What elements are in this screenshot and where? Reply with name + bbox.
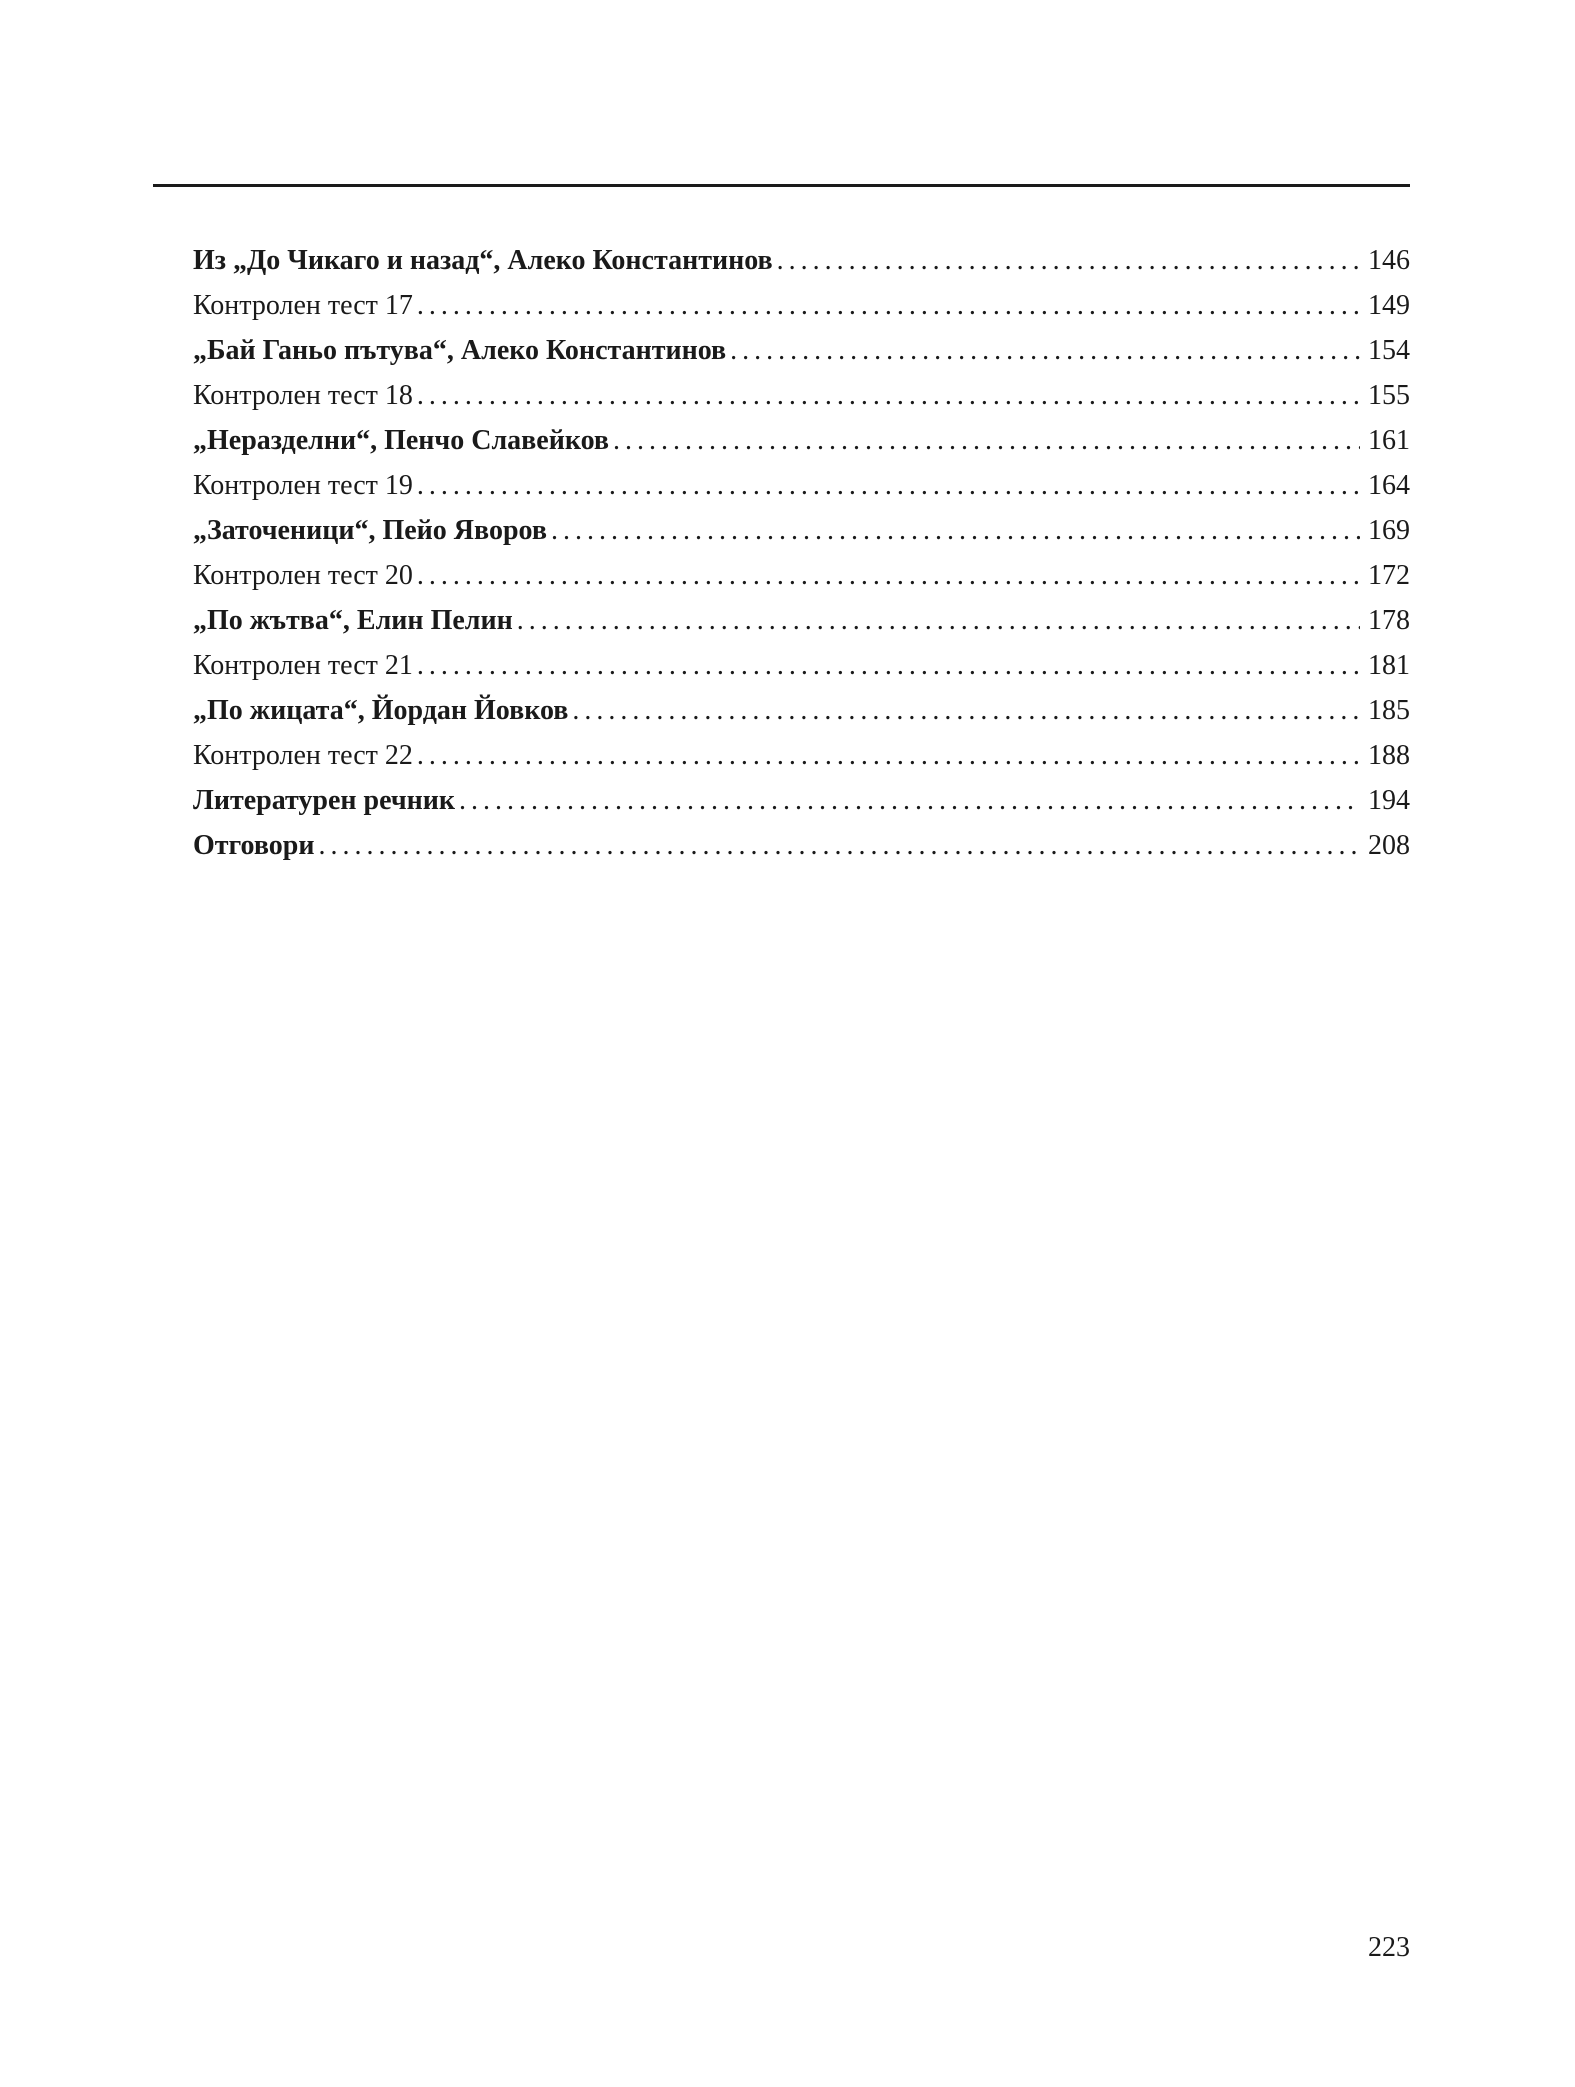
toc-entry-page: 172 xyxy=(1368,560,1410,591)
toc-entry-title: Контролен тест 18 xyxy=(193,380,413,411)
toc-entry-page: 208 xyxy=(1368,830,1410,861)
toc-dot-leader xyxy=(777,238,1360,283)
table-of-contents xyxy=(193,238,1410,868)
toc-entry[interactable] xyxy=(193,238,1410,283)
toc-entry-page: 169 xyxy=(1368,515,1410,546)
toc-entry[interactable] xyxy=(193,553,1410,598)
toc-entry-page: 194 xyxy=(1368,785,1410,816)
toc-dot-leader xyxy=(551,508,1360,553)
toc-entry-title: Контролен тест 17 xyxy=(193,290,413,321)
toc-entry[interactable] xyxy=(193,598,1410,643)
toc-entry-page: 185 xyxy=(1368,695,1410,726)
header-rule xyxy=(153,184,1410,187)
toc-entry[interactable] xyxy=(193,508,1410,553)
toc-entry-page: 146 xyxy=(1368,245,1410,276)
toc-entry-page: 164 xyxy=(1368,470,1410,501)
toc-dot-leader xyxy=(417,733,1360,778)
toc-dot-leader xyxy=(417,643,1360,688)
toc-entry-title: Контролен тест 20 xyxy=(193,560,413,591)
page-number: 223 xyxy=(1368,1932,1410,1963)
toc-entry-page: 188 xyxy=(1368,740,1410,771)
toc-entry[interactable] xyxy=(193,778,1410,823)
toc-dot-leader xyxy=(572,688,1360,733)
toc-entry-page: 178 xyxy=(1368,605,1410,636)
toc-entry[interactable] xyxy=(193,643,1410,688)
toc-entry[interactable] xyxy=(193,733,1410,778)
toc-entry-page: 161 xyxy=(1368,425,1410,456)
toc-entry-title: Из „До Чикаго и назад“, Алеко Константинов xyxy=(193,245,773,276)
toc-dot-leader xyxy=(730,328,1360,373)
toc-dot-leader xyxy=(417,283,1360,328)
toc-entry-title: Контролен тест 21 xyxy=(193,650,413,681)
toc-dot-leader xyxy=(459,778,1360,823)
toc-dot-leader xyxy=(417,463,1360,508)
toc-entry-title: Литературен речник xyxy=(193,785,456,816)
toc-entry-page: 181 xyxy=(1368,650,1410,681)
toc-entry[interactable] xyxy=(193,328,1410,373)
toc-entry-title: Контролен тест 19 xyxy=(193,470,413,501)
toc-entry-title: Контролен тест 22 xyxy=(193,740,413,771)
toc-entry[interactable] xyxy=(193,283,1410,328)
toc-dot-leader xyxy=(417,553,1360,598)
toc-dot-leader xyxy=(517,598,1360,643)
toc-entry-title: „По жицата“, Йордан Йовков xyxy=(193,695,569,726)
toc-entry[interactable] xyxy=(193,463,1410,508)
toc-entry-title: „Неразделни“, Пенчо Славейков xyxy=(193,425,610,456)
toc-entry[interactable] xyxy=(193,373,1410,418)
toc-entry[interactable] xyxy=(193,418,1410,463)
toc-entry[interactable] xyxy=(193,688,1410,733)
toc-entry-title: Отговори xyxy=(193,830,315,861)
toc-entry-title: „Бай Ганьо пътува“, Алеко Константинов xyxy=(193,335,727,366)
toc-entry-title: „Заточеници“, Пейо Яворов xyxy=(193,515,547,546)
toc-entry-page: 155 xyxy=(1368,380,1410,411)
toc-entry-title: „По жътва“, Елин Пелин xyxy=(193,605,513,636)
toc-entry-page: 154 xyxy=(1368,335,1410,366)
toc-dot-leader xyxy=(613,418,1360,463)
toc-dot-leader xyxy=(319,823,1361,868)
toc-entry[interactable] xyxy=(193,823,1410,868)
toc-dot-leader xyxy=(417,373,1360,418)
toc-entry-page: 149 xyxy=(1368,290,1410,321)
